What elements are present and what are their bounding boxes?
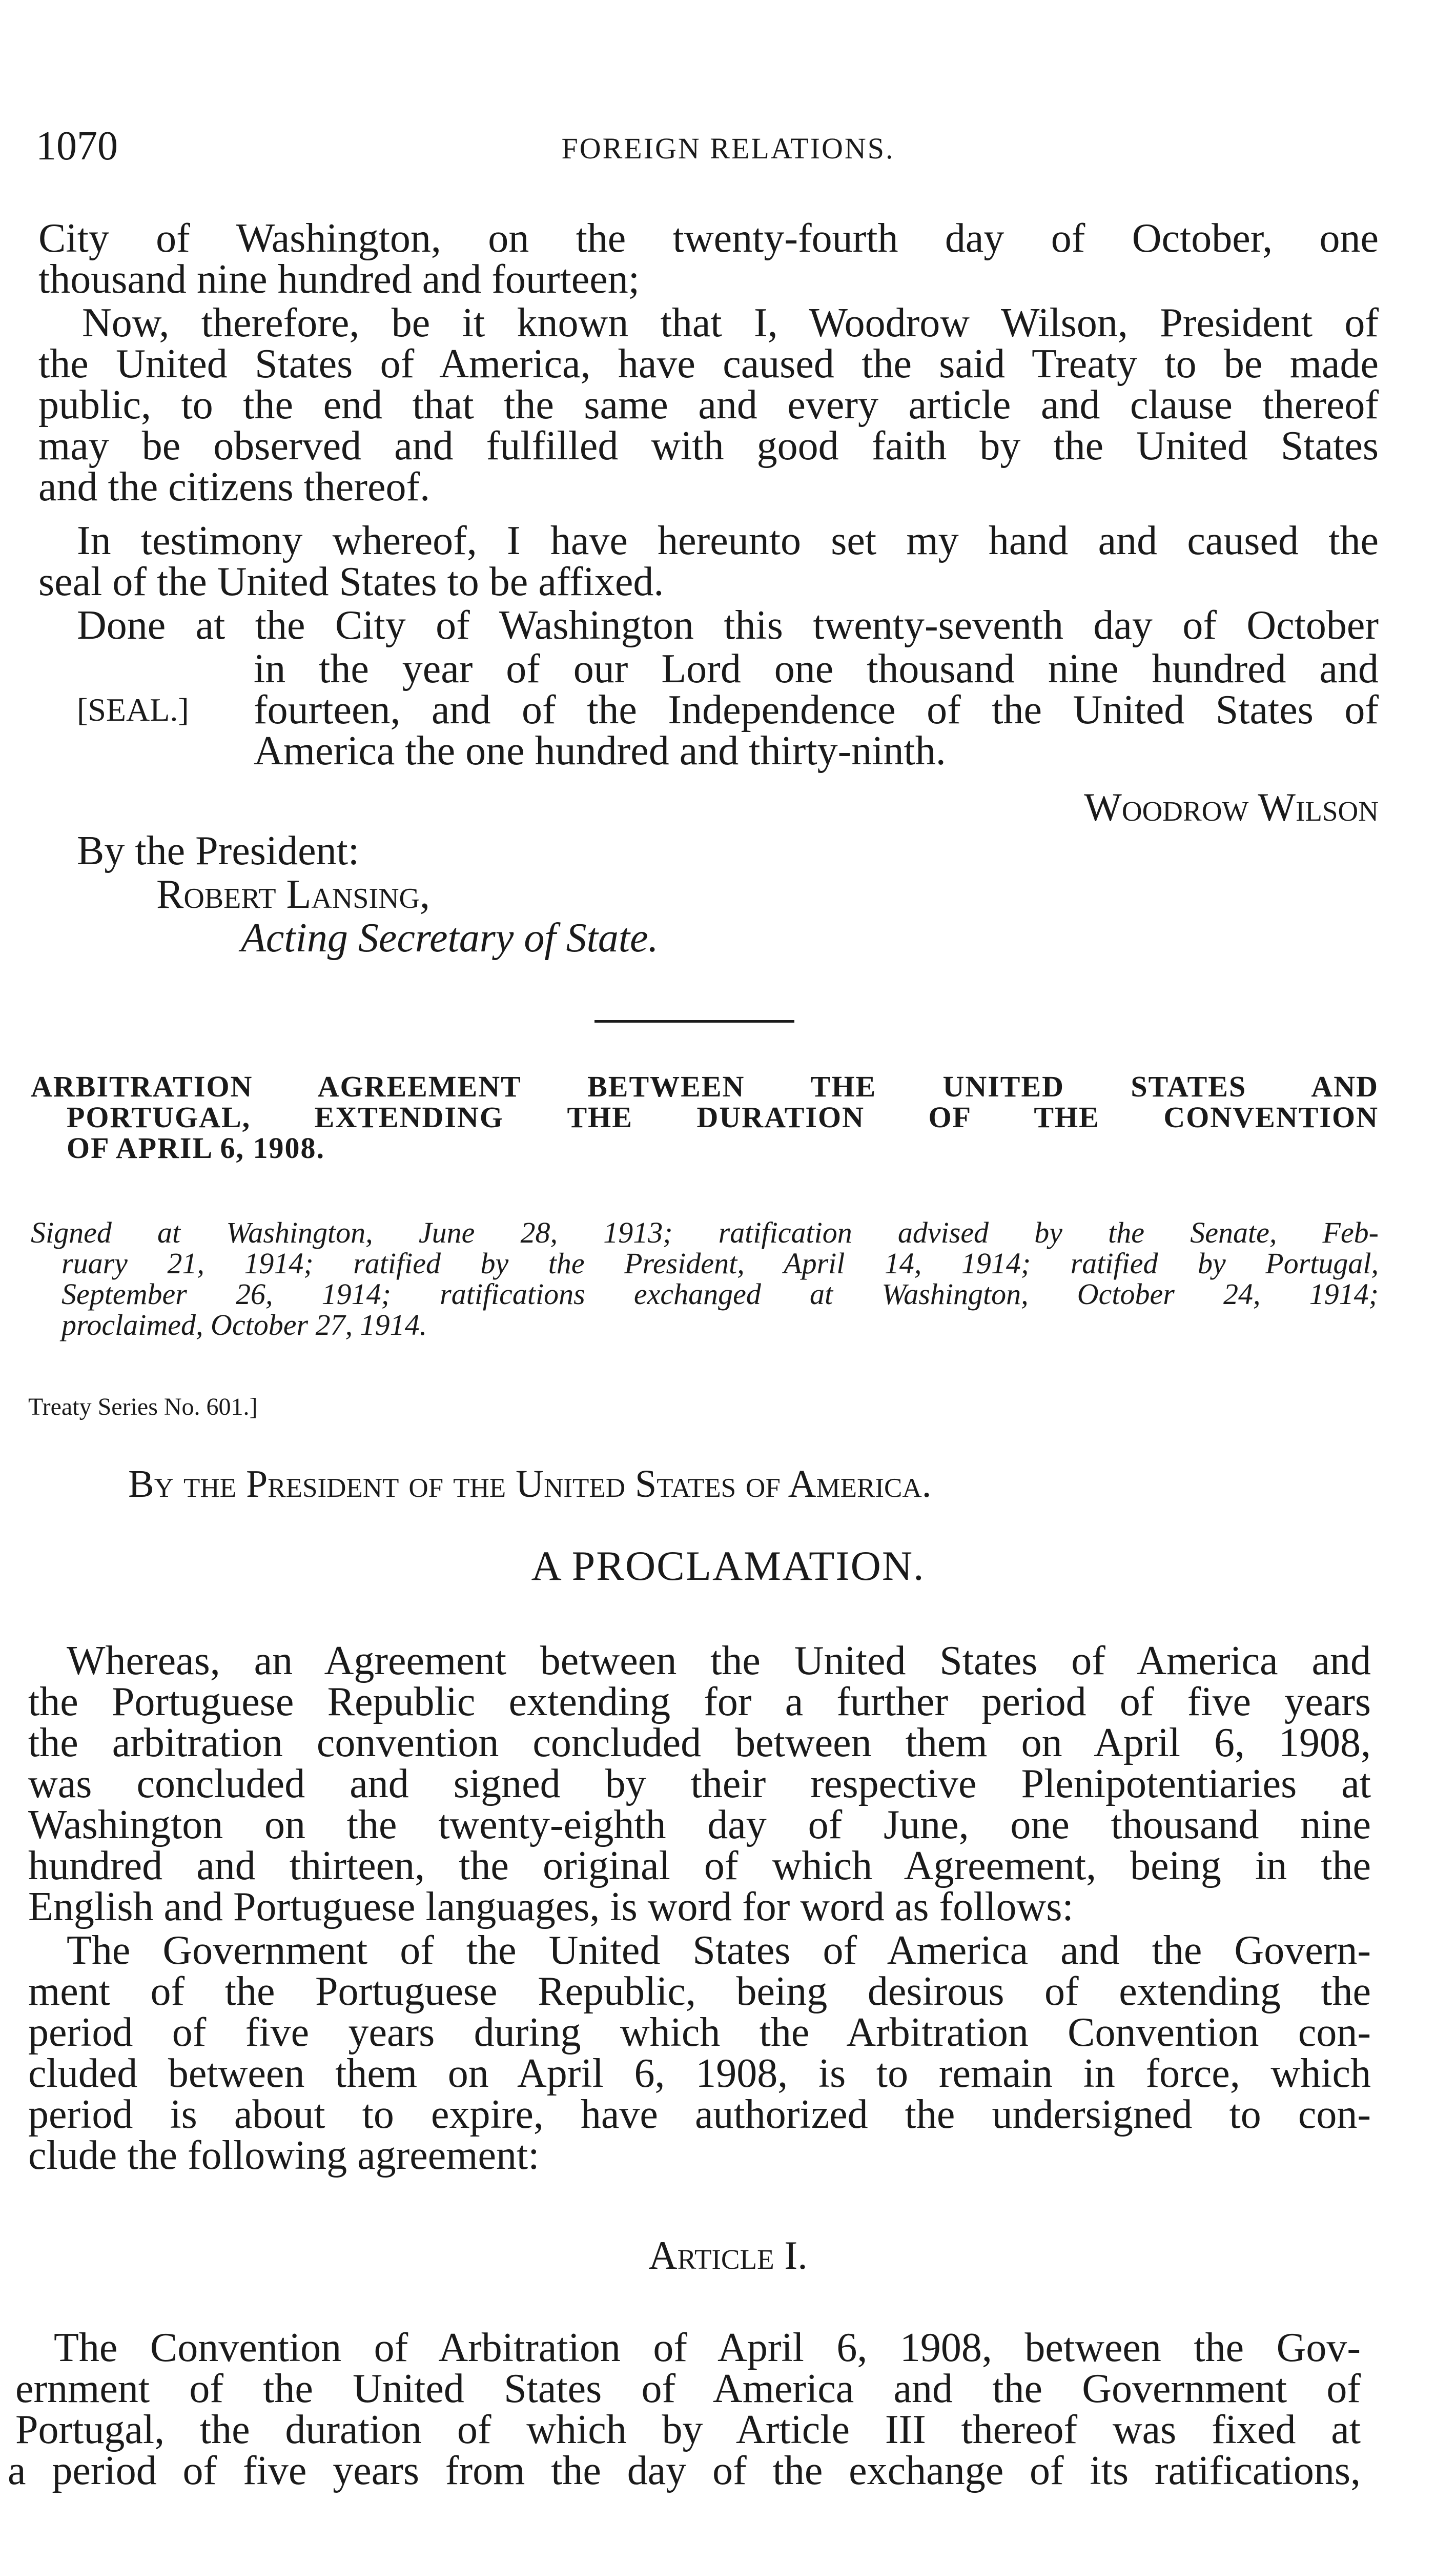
body-line: ment of the Portuguese Republic, being desirous of extending the	[28, 1969, 1371, 2014]
body-line: ernment of the United States of America and the Government of	[15, 2366, 1361, 2411]
body-line: period is about to expire, have authorized the undersigned to con-	[28, 2092, 1371, 2137]
body-line: In testimony whereof, I have hereunto set my hand and caused the	[77, 518, 1379, 563]
body-line: Washington on the twenty-eighth day of June, one thousand nine	[28, 1802, 1371, 1847]
body-line: was concluded and signed by their respective Plenipotentiaries at	[28, 1761, 1371, 1806]
body-line: a period of five years from the day of the exchange of its ratifications,	[8, 2448, 1361, 2493]
body-line: seal of the United States to be affixed.	[38, 559, 664, 604]
body-line: America the one hundred and thirty-ninth.	[254, 728, 946, 774]
body-line: public, to the end that the same and every article and clause thereof	[38, 382, 1379, 428]
body-line: Done at the City of Washington this twenty-seventh day of October	[77, 603, 1379, 648]
agreement-subheading-line: Signed at Washington, June 28, 1913; ratification advised by the Senate, Feb-	[31, 1216, 1379, 1249]
body-line: fourteen, and of the Independence of the United States of	[254, 687, 1379, 733]
body-line: Now, therefore, be it known that I, Woodrow Wilson, President of	[82, 300, 1379, 345]
body-line: may be observed and fulfilled with good faith by the United States	[38, 423, 1379, 469]
body-line: The Convention of Arbitration of April 6, 1908, between the Gov-	[54, 2325, 1361, 2370]
running-title: FOREIGN RELATIONS.	[561, 132, 895, 165]
agreement-subheading-line: proclaimed, October 27, 1914.	[61, 1308, 427, 1341]
body-line: The Government of the United States of America and the Govern-	[67, 1928, 1371, 1973]
treaty-series: Treaty Series No. 601.]	[28, 1393, 258, 1420]
agreement-heading-line: PORTUGAL, EXTENDING THE DURATION OF THE CONVENTION	[67, 1101, 1379, 1134]
agreement-subheading-line: ruary 21, 1914; ratified by the President, April 14, 1914; ratified by Portugal,	[61, 1247, 1379, 1280]
body-line: in the year of our Lord one thousand nine hundred and	[254, 646, 1379, 691]
agreement-subheading-line: September 26, 1914; ratifications exchanged at Washington, October 24, 1914;	[61, 1277, 1379, 1311]
secretary-name: Robert Lansing,	[156, 872, 430, 917]
agreement-heading-line: ARBITRATION AGREEMENT BETWEEN THE UNITED STATES AND	[31, 1070, 1379, 1103]
body-line: Whereas, an Agreement between the United States of America and	[67, 1638, 1371, 1683]
agreement-heading-line: OF APRIL 6, 1908.	[67, 1131, 325, 1165]
page-number: 1070	[36, 124, 118, 169]
proclamation-title: A PROCLAMATION.	[531, 1542, 925, 1589]
body-line: Portugal, the duration of which by Article III thereof was fixed at	[15, 2407, 1361, 2452]
body-line: the United States of America, have caused the said Treaty to be made	[38, 341, 1379, 387]
section-divider	[594, 1020, 794, 1023]
body-line: hundred and thirteen, the original of which Agreement, being in the	[28, 1843, 1371, 1888]
by-line: By the President of the United States of America.	[128, 1462, 932, 1506]
body-line: the arbitration convention concluded between them on April 6, 1908,	[28, 1720, 1371, 1765]
body-line: English and Portuguese languages, is word for word as follows:	[28, 1884, 1074, 1929]
body-line: and the citizens thereof.	[38, 464, 430, 510]
secretary-title: Acting Secretary of State.	[241, 916, 659, 961]
body-line: period of five years during which the Arbitration Convention con-	[28, 2010, 1371, 2055]
body-line: the Portuguese Republic extending for a further period of five years	[28, 1679, 1371, 1724]
seal-label: [SEAL.]	[77, 691, 189, 728]
body-line: thousand nine hundred and fourteen;	[38, 257, 640, 302]
by-the-president: By the President:	[77, 828, 360, 873]
body-line: City of Washington, on the twenty-fourth day of October, one	[38, 216, 1379, 261]
body-line: clude the following agreement:	[28, 2133, 540, 2178]
article-heading: Article I.	[648, 2233, 808, 2277]
body-line: cluded between them on April 6, 1908, is to remain in force, which	[28, 2051, 1371, 2096]
signature: Woodrow Wilson	[1084, 785, 1379, 829]
